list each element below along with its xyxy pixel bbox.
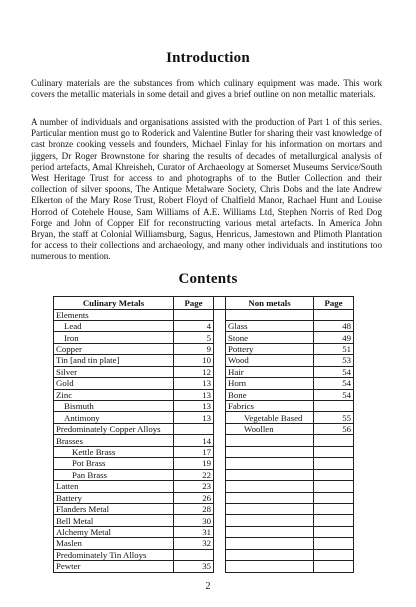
nonmetal-page: [314, 309, 354, 320]
nonmetal-entry: Hair: [226, 366, 314, 377]
column-gap: [214, 332, 226, 343]
nonmetal-page: [314, 503, 354, 514]
page-number: 2: [205, 581, 211, 592]
metal-entry: Battery: [54, 492, 174, 503]
contents-row: [54, 515, 354, 526]
metal-entry: Latten: [54, 481, 174, 492]
metal-page: 13: [174, 412, 214, 423]
nonmetal-entry: [226, 469, 314, 480]
metal-entry: Pot Brass: [54, 458, 174, 469]
contents-row: [54, 355, 354, 366]
intro-paragraph-2: A number of individuals and organisations assisted with the production of Part 1 of this series. Particular mention must go to Roderick and Valentine Butler for sharing their vast knowledge of cast bronze cooking vessels and founders, Michael Finlay for his information on mortars and jiggers, Dr Roger Brownstone for sharing the results of decades of metallurgical analysis of period artefacts, Amal Khreisheh, Curator of Archaeology at Somerset Museums Service/South West Heritage Trust for access to and photographs of to the Butler Collection and their collection of silver spoons, The Antique Metalware Society, Chris Dobs and the late Andrew Elkerton of the Mary Rose Trust, Robert Floyd of Chalfield Manor, Rachael Hunt and Louise Horrod of Cotehele House, Sam Williams of A.E. Williams Ltd, Stephen Norris of Red Dog Forge and John of Copper Elf for reconstructing various metal artefacts. In America John Bryan, the staff at Colonial Williamsburg, Sagus, Henricus, Jamestown and Plimoth Plantation for access to their collections and archaeology, and many other individuals and institutions too numerous to mention.: [31, 117, 382, 262]
nonmetal-page: [314, 515, 354, 526]
contents-row: [54, 423, 354, 434]
nonmetal-page: [314, 469, 354, 480]
nonmetal-entry: [226, 458, 314, 469]
metal-page: 30: [174, 515, 214, 526]
nonmetal-entry: [226, 309, 314, 320]
metal-page: [174, 549, 214, 560]
nonmetal-entry: Pottery: [226, 343, 314, 354]
contents-table: [53, 296, 354, 573]
nonmetal-page: [314, 549, 354, 560]
contents-row: [54, 526, 354, 537]
column-gap: [214, 549, 226, 560]
metal-entry: Predominately Tin Alloys: [54, 549, 174, 560]
metal-entry: Pewter: [54, 561, 174, 572]
nonmetal-entry: Stone: [226, 332, 314, 343]
contents-row: [54, 503, 354, 514]
metal-entry: Silver: [54, 366, 174, 377]
column-gap: [214, 526, 226, 537]
contents-row: [54, 378, 354, 389]
metal-page: 14: [174, 435, 214, 446]
nonmetal-entry: Wood: [226, 355, 314, 366]
metal-entry: Zinc: [54, 389, 174, 400]
header-page-right: Page: [314, 297, 354, 310]
column-gap: [214, 481, 226, 492]
nonmetal-page: [314, 458, 354, 469]
column-gap: [214, 309, 226, 320]
nonmetal-page: [314, 401, 354, 412]
metal-page: 35: [174, 561, 214, 572]
metal-page: [174, 423, 214, 434]
metal-entry: Alchemy Metal: [54, 526, 174, 537]
nonmetal-page: [314, 446, 354, 457]
intro-paragraph-1: Culinary materials are the substances from which culinary equipment was made. This work covers the metallic materials in some detail and gives a brief outline on non metallic materials.: [31, 78, 382, 100]
contents-row: [54, 309, 354, 320]
metal-page: 13: [174, 389, 214, 400]
metal-entry: Copper: [54, 343, 174, 354]
introduction-heading: Introduction: [166, 50, 250, 66]
column-gap: [214, 401, 226, 412]
column-gap: [214, 389, 226, 400]
metal-entry: Tin [and tin plate]: [54, 355, 174, 366]
metal-entry: Predominately Copper Alloys: [54, 423, 174, 434]
column-gap: [214, 469, 226, 480]
nonmetal-page: [314, 526, 354, 537]
contents-row: [54, 366, 354, 377]
metal-entry: Elements: [54, 309, 174, 320]
nonmetal-page: 51: [314, 343, 354, 354]
metal-page: 19: [174, 458, 214, 469]
column-gap: [214, 492, 226, 503]
nonmetal-page: 54: [314, 366, 354, 377]
nonmetal-entry: Glass: [226, 320, 314, 331]
nonmetal-page: [314, 481, 354, 492]
nonmetal-page: 55: [314, 412, 354, 423]
nonmetal-entry: [226, 526, 314, 537]
metal-page: 31: [174, 526, 214, 537]
nonmetal-entry: Bone: [226, 389, 314, 400]
column-gap: [214, 458, 226, 469]
contents-row: [54, 469, 354, 480]
metal-page: 9: [174, 343, 214, 354]
column-gap: [214, 355, 226, 366]
contents-row: [54, 332, 354, 343]
contents-row: [54, 320, 354, 331]
contents-row: [54, 435, 354, 446]
column-gap: [214, 343, 226, 354]
column-gap: [214, 503, 226, 514]
metal-entry: Pan Brass: [54, 469, 174, 480]
metal-page: 10: [174, 355, 214, 366]
contents-row: [54, 412, 354, 423]
nonmetal-entry: [226, 549, 314, 560]
metal-page: 26: [174, 492, 214, 503]
metal-page: 13: [174, 401, 214, 412]
column-gap: [214, 538, 226, 549]
metal-entry: Lead: [54, 320, 174, 331]
contents-heading: Contents: [178, 271, 238, 287]
nonmetal-entry: [226, 561, 314, 572]
nonmetal-entry: Woollen: [226, 423, 314, 434]
nonmetal-page: [314, 538, 354, 549]
column-gap: [214, 446, 226, 457]
metal-page: 22: [174, 469, 214, 480]
metal-entry: Bismuth: [54, 401, 174, 412]
metal-page: 23: [174, 481, 214, 492]
contents-row: [54, 481, 354, 492]
nonmetal-page: [314, 561, 354, 572]
nonmetal-entry: [226, 435, 314, 446]
metal-entry: Maslen: [54, 538, 174, 549]
nonmetal-entry: [226, 538, 314, 549]
column-gap: [214, 515, 226, 526]
column-gap: [214, 378, 226, 389]
nonmetal-entry: Vegetable Based: [226, 412, 314, 423]
nonmetal-page: 48: [314, 320, 354, 331]
nonmetal-page: 53: [314, 355, 354, 366]
metal-page: 12: [174, 366, 214, 377]
metal-page: [174, 309, 214, 320]
column-gap: [214, 435, 226, 446]
contents-row: [54, 401, 354, 412]
nonmetal-entry: [226, 503, 314, 514]
column-gap: [214, 320, 226, 331]
nonmetal-page: 49: [314, 332, 354, 343]
metal-entry: Brasses: [54, 435, 174, 446]
metal-entry: Flanders Metal: [54, 503, 174, 514]
nonmetal-entry: Horn: [226, 378, 314, 389]
nonmetal-entry: [226, 515, 314, 526]
contents-row: [54, 343, 354, 354]
nonmetal-entry: [226, 481, 314, 492]
nonmetal-page: [314, 435, 354, 446]
header-culinary-metals: Culinary Metals: [54, 297, 174, 310]
nonmetal-entry: [226, 492, 314, 503]
contents-row: [54, 549, 354, 560]
contents-row: [54, 389, 354, 400]
nonmetal-page: [314, 492, 354, 503]
metal-entry: Antimony: [54, 412, 174, 423]
nonmetal-entry: [226, 446, 314, 457]
contents-header-row: [54, 297, 354, 310]
metal-page: 4: [174, 320, 214, 331]
header-non-metals: Non metals: [226, 297, 314, 310]
nonmetal-page: 54: [314, 389, 354, 400]
metal-entry: Gold: [54, 378, 174, 389]
metal-page: 17: [174, 446, 214, 457]
metal-page: 13: [174, 378, 214, 389]
metal-entry: Iron: [54, 332, 174, 343]
contents-row: [54, 458, 354, 469]
metal-entry: Kettle Brass: [54, 446, 174, 457]
column-gap: [214, 561, 226, 572]
nonmetal-entry: Fabrics: [226, 401, 314, 412]
metal-page: 28: [174, 503, 214, 514]
header-page-left: Page: [174, 297, 214, 310]
contents-row: [54, 446, 354, 457]
column-gap: [214, 297, 226, 310]
column-gap: [214, 423, 226, 434]
nonmetal-page: 54: [314, 378, 354, 389]
metal-page: 5: [174, 332, 214, 343]
metal-page: 32: [174, 538, 214, 549]
contents-row: [54, 492, 354, 503]
column-gap: [214, 366, 226, 377]
metal-entry: Bell Metal: [54, 515, 174, 526]
contents-row: [54, 561, 354, 572]
nonmetal-page: 56: [314, 423, 354, 434]
column-gap: [214, 412, 226, 423]
contents-row: [54, 538, 354, 549]
